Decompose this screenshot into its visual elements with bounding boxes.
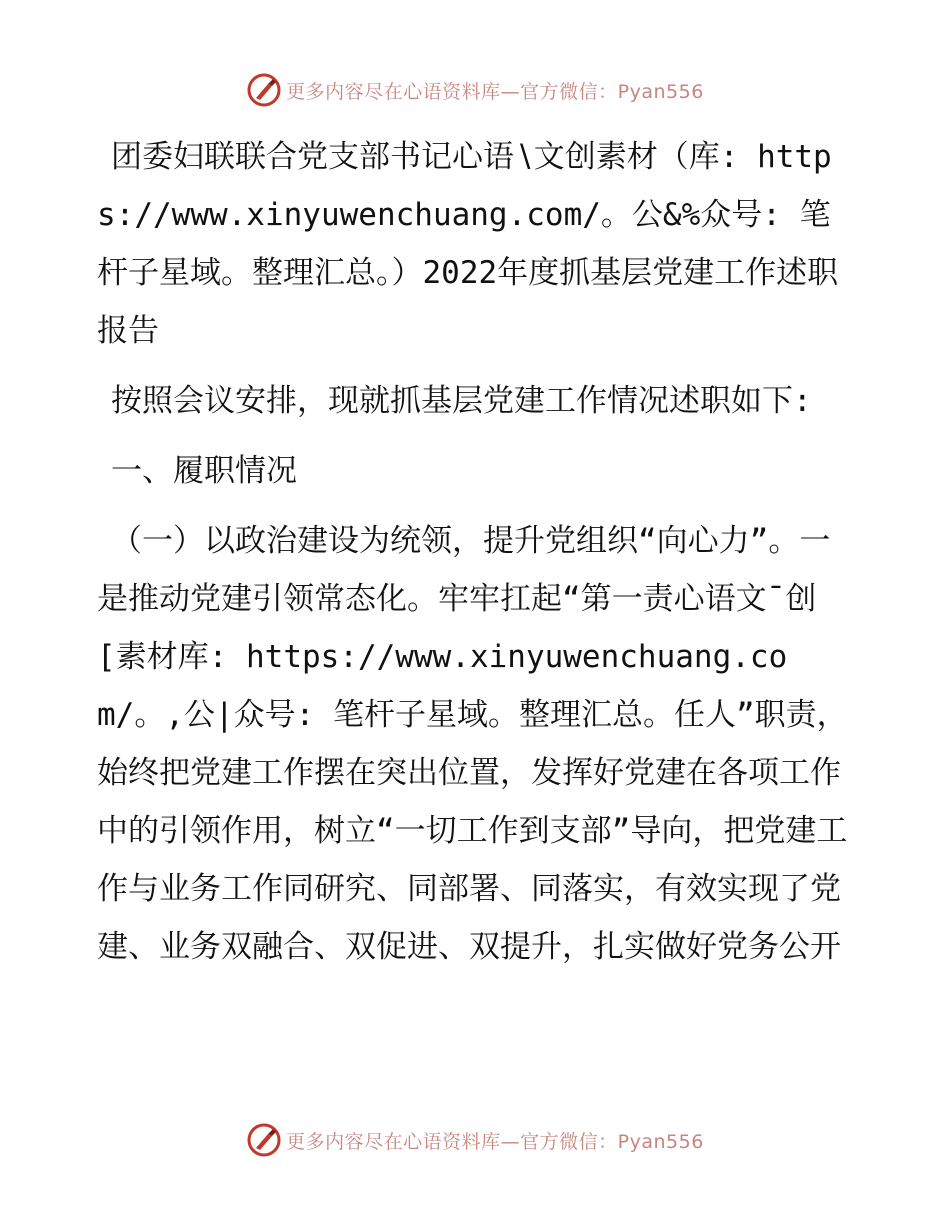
footer-watermark: [0, 1118, 950, 1162]
watermark-text: 更多内容尽在心语资料库—官方微信：Pyan556: [286, 80, 704, 103]
red-pen-logo-icon: [246, 72, 282, 108]
intro-paragraph: 按照会议安排，现就抓基层党建工作情况述职如下:: [111, 383, 812, 419]
header-watermark: [0, 68, 950, 112]
watermark-text: 更多内容尽在心语资料库—官方微信：Pyan556: [286, 1130, 704, 1153]
body-paragraph: （一）以政治建设为统领，提升党组织“向心力”。一是推动党建引领常态化。牢牢扛起“第一责心语文¯创[素材库: https://www.xinyuwenchuang.com/。,公|众号: 笔杆子星域。整理汇总。任人”职责，始终把党建工作摆在突出位置，发挥好党建在各项工作中的引领作用，树立“一切工作到支部”导向，把党建工作与业务工作同研究、同部署、同落实，有效实现了党建、业务双融合、双促进、双提升，扎实做好党务公开: [97, 523, 848, 965]
section-heading: 一、履职情况: [111, 453, 297, 489]
document-title: 团委妇联联合党支部书记心语∖文创素材（库: https://www.xinyuwenchuang.com/。公&%众号: 笔杆子星域。整理汇总。）2022年度抓基层党建工作述职报告: [97, 139, 839, 349]
red-pen-logo-icon: [246, 1122, 282, 1158]
document-body: [97, 128, 857, 988]
